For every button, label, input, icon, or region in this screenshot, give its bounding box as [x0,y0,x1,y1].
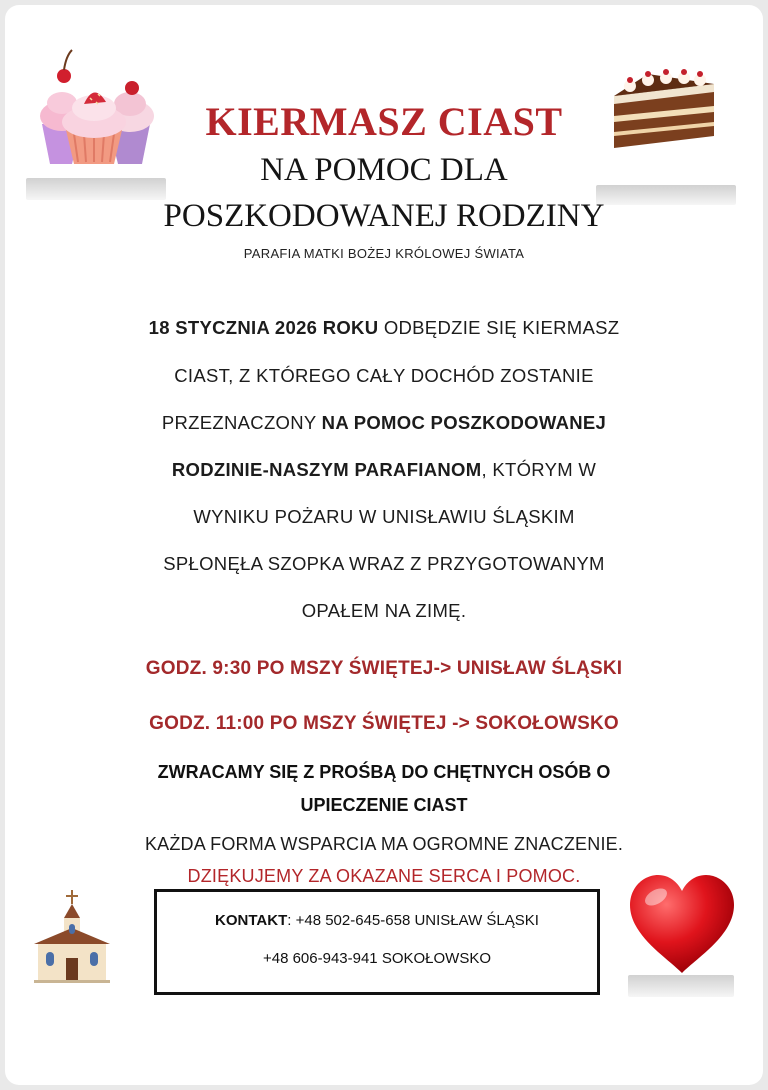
appeal-line-1: ZWRACAMY SIĘ Z PROŚBĄ DO CHĘTNYCH OSÓB O [157,762,611,782]
support-text: KAŻDA FORMA WSPARCIA MA OGROMNE ZNACZENIE. [144,834,624,854]
church-icon [30,888,114,984]
heart-icon [626,873,738,975]
subtitle-line-1: NA POMOC DLA [260,152,508,188]
body-line-5: WYNIKU POŻARU W UNISŁAWIU ŚLĄSKIM [193,506,575,527]
body-line-3-bold: NA POMOC POSZKODOWANEJ [321,412,607,433]
body-line-3-text: PRZEZNACZONY [161,412,322,433]
poster-title: KIERMASZ CIAST [205,99,563,144]
body-line-4 [0,459,768,481]
body-line-4-text: , KTÓRYM W [481,459,597,480]
contact-phone-sokolowsko: +48 606-943-941 SOKOŁOWSKO [262,950,492,967]
body-line-3 [0,412,768,434]
body-line-4-bold: RODZINIE-NASZYM PARAFIANOM [171,459,482,480]
appeal-line-2: UPIECZENIE CIAST [300,795,468,815]
contact-box [154,889,600,995]
body-line-6: SPŁONĘŁA SZOPKA WRAZ Z PRZYGOTOWANYM [163,553,605,574]
parish-name: PARAFIA MATKI BOŻEJ KRÓLOWEJ ŚWIATA [243,246,525,261]
subtitle-line-2: POSZKODOWANEJ RODZINY [163,198,605,234]
body-line-7: OPAŁEM NA ZIMĘ. [301,600,467,621]
heart-shadow [628,975,734,997]
thanks-text: DZIĘKUJEMY ZA OKAZANE SERCA I POMOC. [187,866,581,886]
event-date: 18 STYCZNIA 2026 ROKU [148,317,379,338]
contact-line-1 [157,912,597,929]
contact-phone-unislaw: : +48 502-645-658 UNISŁAW ŚLĄSKI [287,912,539,929]
schedule-sokolowsko: GODZ. 11:00 PO MSZY ŚWIĘTEJ -> SOKOŁOWSKO [149,713,619,734]
body-line-1-text: ODBĘDZIE SIĘ KIERMASZ [378,317,620,338]
body-line-1 [0,317,768,339]
contact-label: KONTAKT [215,912,288,929]
body-line-2: CIAST, Z KTÓREGO CAŁY DOCHÓD ZOSTANIE [174,365,594,386]
schedule-unislaw: GODZ. 9:30 PO MSZY ŚWIĘTEJ-> UNISŁAW ŚLĄSKI [145,658,623,679]
